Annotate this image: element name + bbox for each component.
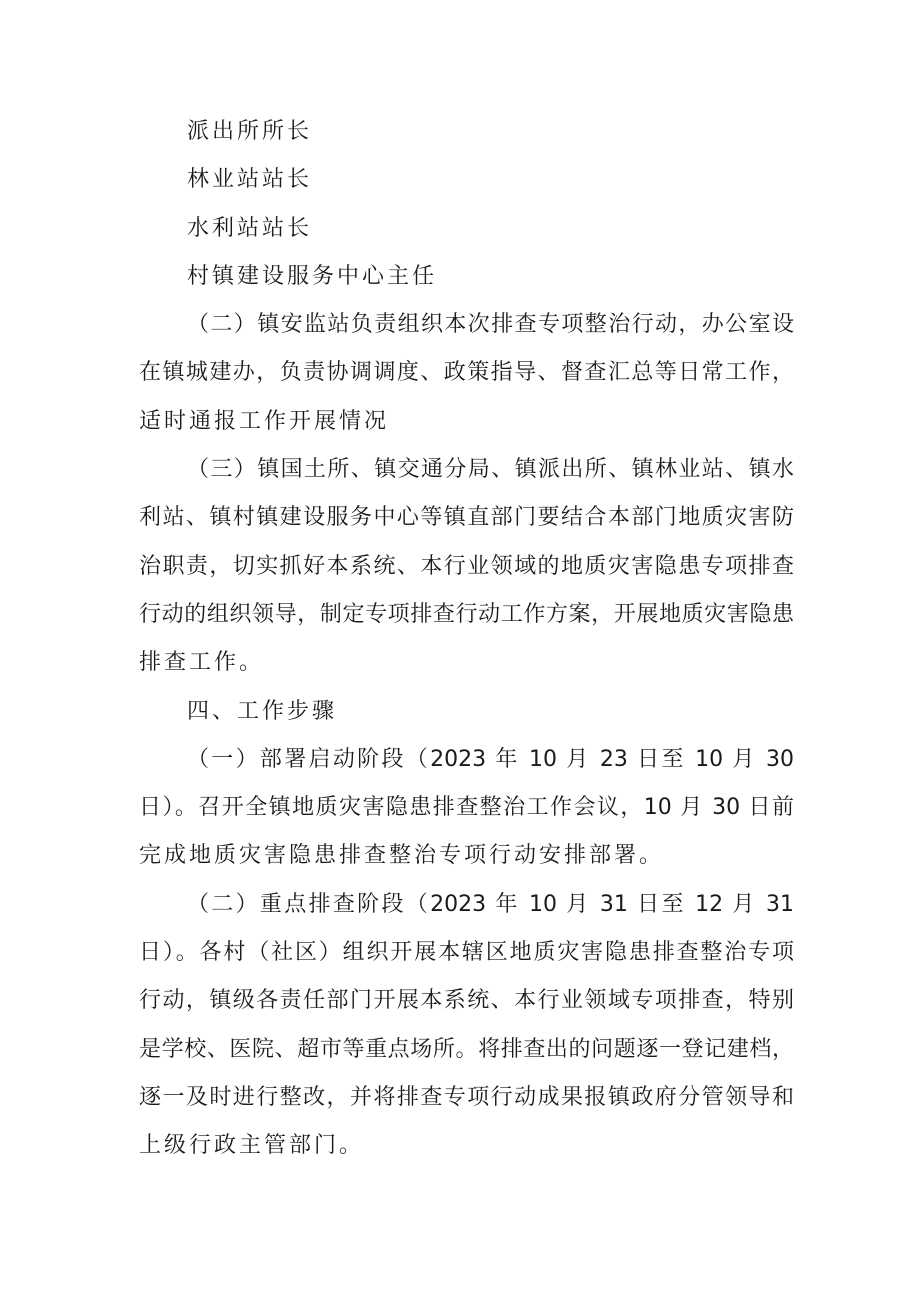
text-line: （三）镇国土所、镇交通分局、镇派出所、镇林业站、镇水 [187,457,794,483]
text-line: 日）。召开全镇地质灾害隐患排查整治工作会议，10 月 30 日前 [139,795,794,821]
text-line: 治职责，切实抓好本系统、本行业领域的地质灾害隐患专项排查 [139,553,794,579]
text-line: 行动的组织领导，制定专项排查行动工作方案，开展地质灾害隐患 [139,601,794,627]
text-line: （一）部署启动阶段（2023 年 10 月 23 日至 10 月 30 [187,746,794,772]
document-body [139,108,794,1171]
text-line: 利站、镇村镇建设服务中心等镇直部门要结合本部门地质灾害防 [139,505,794,531]
text-line: 村镇建设服务中心主任 [187,263,438,289]
text-line: 是学校、医院、超市等重点场所。将排查出的问题逐一登记建档， [139,1036,794,1062]
text-line: 排查工作。 [139,650,265,676]
text-line: 逐一及时进行整改，并将排查专项行动成果报镇政府分管领导和 [139,1084,794,1110]
text-line: （二）重点排查阶段（2023 年 10 月 31 日至 12 月 31 [187,891,794,917]
text-line: 水利站站长 [187,215,313,241]
text-line: 行动，镇级各责任部门开展本系统、本行业领域专项排查，特别 [139,988,794,1014]
text-line: 完成地质灾害隐患排查整治专项行动安排部署。 [139,843,665,869]
text-line: 派出所所长 [187,119,313,144]
text-line: 适时通报工作开展情况 [139,408,390,434]
text-line: 日）。各村（社区）组织开展本辖区地质灾害隐患排查整治专项 [139,940,794,966]
text-line: 上级行政主管部门。 [139,1133,365,1159]
text-line: （二）镇安监站负责组织本次排查专项整治行动，办公室设 [187,312,794,338]
text-line: 在镇城建办，负责协调调度、政策指导、督查汇总等日常工作， [139,360,794,386]
text-line: 林业站站长 [187,167,313,193]
section-heading: 四、工作步骤 [187,698,338,724]
